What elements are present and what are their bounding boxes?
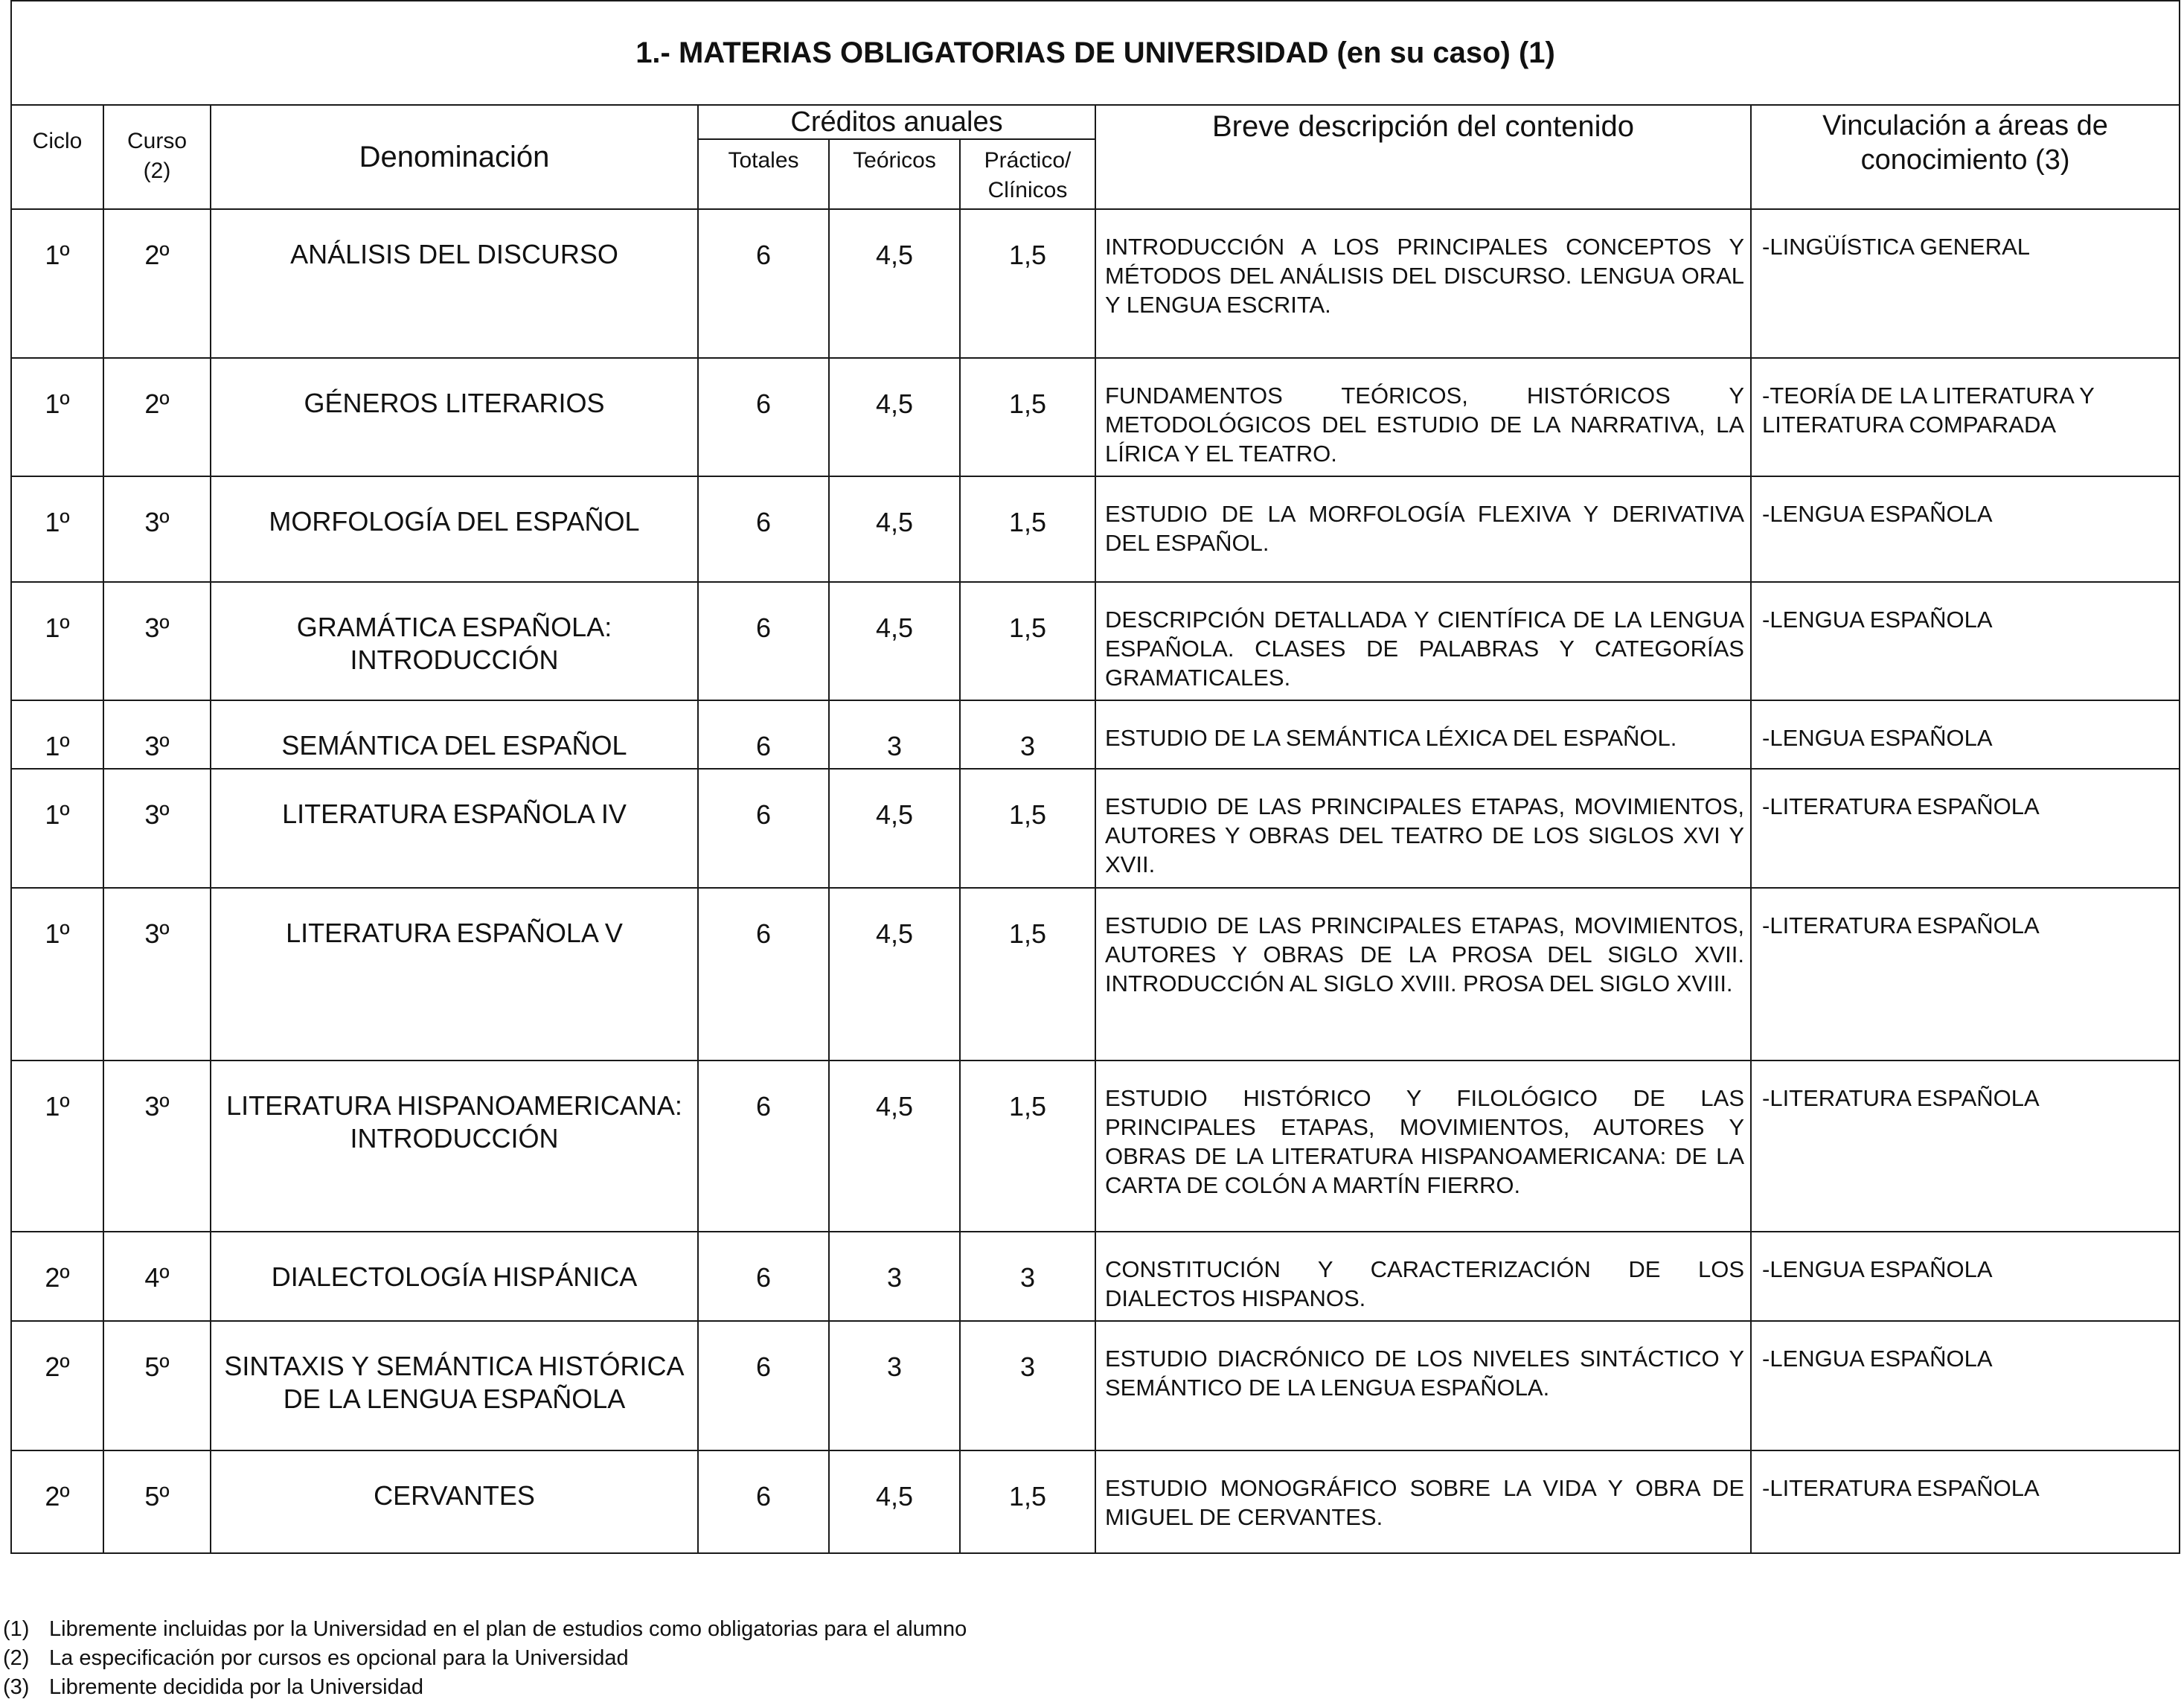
cell-totales: 6 [698, 700, 829, 769]
cell-vinculacion: -LENGUA ESPAÑOLA [1751, 1232, 2180, 1321]
cell-denominacion: DIALECTOLOGÍA HISPÁNICA [211, 1232, 698, 1321]
cell-descripcion: ESTUDIO DE LAS PRINCIPALES ETAPAS, MOVIMIENTOS, AUTORES Y OBRAS DEL TEATRO DE LOS SIGLOS XVI Y XVII. [1095, 769, 1751, 888]
cell-curso: 5º [103, 1321, 211, 1450]
cell-denominacion: MORFOLOGÍA DEL ESPAÑOL [211, 476, 698, 582]
cell-practicos: 3 [960, 700, 1095, 769]
cell-practicos: 1,5 [960, 769, 1095, 888]
table-row [11, 888, 2180, 1061]
footnote [3, 1615, 967, 1644]
header-ciclo: Ciclo [11, 105, 103, 209]
footnote-text: Libremente decidida por la Universidad [49, 1675, 423, 1699]
cell-vinculacion: -LENGUA ESPAÑOLA [1751, 476, 2180, 582]
cell-denominacion: CERVANTES [211, 1450, 698, 1553]
cell-vinculacion: -LENGUA ESPAÑOLA [1751, 700, 2180, 769]
cell-practicos: 3 [960, 1321, 1095, 1450]
cell-curso: 3º [103, 700, 211, 769]
cell-ciclo: 2º [11, 1450, 103, 1553]
table-row [11, 1321, 2180, 1450]
cell-descripcion: DESCRIPCIÓN DETALLADA Y CIENTÍFICA DE LA LENGUA ESPAÑOLA. CLASES DE PALABRAS Y CATEGORÍAS GRAMATICALES. [1095, 582, 1751, 700]
cell-descripcion: INTRODUCCIÓN A LOS PRINCIPALES CONCEPTOS Y MÉTODOS DEL ANÁLISIS DEL DISCURSO. LENGUA ORAL Y LENGUA ESCRITA. [1095, 209, 1751, 358]
cell-teoricos: 4,5 [829, 582, 960, 700]
footnote [3, 1673, 967, 1702]
cell-ciclo: 1º [11, 769, 103, 888]
table-row [11, 582, 2180, 700]
cell-vinculacion: -LENGUA ESPAÑOLA [1751, 582, 2180, 700]
cell-totales: 6 [698, 1061, 829, 1232]
cell-vinculacion: -LINGÜÍSTICA GENERAL [1751, 209, 2180, 358]
table-row [11, 358, 2180, 476]
cell-denominacion: GÉNEROS LITERARIOS [211, 358, 698, 476]
cell-teoricos: 3 [829, 1321, 960, 1450]
cell-descripcion: ESTUDIO DE LAS PRINCIPALES ETAPAS, MOVIMIENTOS, AUTORES Y OBRAS DE LA PROSA DEL SIGLO XVII. INTRODUCCIÓN AL SIGLO XVIII. PROSA DEL SIGLO XVIII. [1095, 888, 1751, 1061]
cell-practicos: 1,5 [960, 582, 1095, 700]
cell-totales: 6 [698, 1321, 829, 1450]
cell-totales: 6 [698, 769, 829, 888]
cell-practicos: 1,5 [960, 209, 1095, 358]
cell-descripcion: ESTUDIO DE LA SEMÁNTICA LÉXICA DEL ESPAÑOL. [1095, 700, 1751, 769]
cell-practicos: 1,5 [960, 1450, 1095, 1553]
cell-curso: 2º [103, 358, 211, 476]
cell-descripcion: ESTUDIO DIACRÓNICO DE LOS NIVELES SINTÁCTICO Y SEMÁNTICO DE LA LENGUA ESPAÑOLA. [1095, 1321, 1751, 1450]
cell-ciclo: 1º [11, 700, 103, 769]
cell-totales: 6 [698, 476, 829, 582]
footnote-number: (3) [3, 1675, 30, 1699]
cell-curso: 2º [103, 209, 211, 358]
cell-practicos: 1,5 [960, 1061, 1095, 1232]
header-creditos: Créditos anuales [698, 105, 1095, 139]
cell-ciclo: 1º [11, 358, 103, 476]
cell-teoricos: 3 [829, 1232, 960, 1321]
table-row [11, 1061, 2180, 1232]
document-page [10, 0, 2179, 1554]
cell-totales: 6 [698, 1232, 829, 1321]
cell-ciclo: 1º [11, 582, 103, 700]
cell-totales: 6 [698, 1450, 829, 1553]
cell-curso: 3º [103, 769, 211, 888]
table-row [11, 700, 2180, 769]
cell-vinculacion: -LITERATURA ESPAÑOLA [1751, 1450, 2180, 1553]
cell-teoricos: 4,5 [829, 888, 960, 1061]
table-row [11, 476, 2180, 582]
cell-denominacion: SEMÁNTICA DEL ESPAÑOL [211, 700, 698, 769]
table-title: 1.- MATERIAS OBLIGATORIAS DE UNIVERSIDAD (en su caso) (1) [11, 1, 2180, 105]
cell-practicos: 1,5 [960, 476, 1095, 582]
cell-descripcion: ESTUDIO HISTÓRICO Y FILOLÓGICO DE LAS PRINCIPALES ETAPAS, MOVIMIENTOS, AUTORES Y OBRAS DE LA LITERATURA HISPANOAMERICANA: DE LA CARTA DE COLÓN A MARTÍN FIERRO. [1095, 1061, 1751, 1232]
header-teoricos: Teóricos [829, 139, 960, 209]
cell-vinculacion: -LITERATURA ESPAÑOLA [1751, 1061, 2180, 1232]
cell-denominacion: LITERATURA ESPAÑOLA V [211, 888, 698, 1061]
cell-totales: 6 [698, 582, 829, 700]
cell-ciclo: 2º [11, 1321, 103, 1450]
cell-denominacion: LITERATURA ESPAÑOLA IV [211, 769, 698, 888]
footnote-number: (2) [3, 1646, 30, 1670]
cell-practicos: 1,5 [960, 358, 1095, 476]
cell-descripcion: FUNDAMENTOS TEÓRICOS, HISTÓRICOS Y METODOLÓGICOS DEL ESTUDIO DE LA NARRATIVA, LA LÍRICA Y EL TEATRO. [1095, 358, 1751, 476]
cell-descripcion: ESTUDIO DE LA MORFOLOGÍA FLEXIVA Y DERIVATIVA DEL ESPAÑOL. [1095, 476, 1751, 582]
header-curso: Curso (2) [103, 105, 211, 209]
footnote-text: La especificación por cursos es opcional para la Universidad [49, 1646, 629, 1670]
cell-descripcion: ESTUDIO MONOGRÁFICO SOBRE LA VIDA Y OBRA DE MIGUEL DE CERVANTES. [1095, 1450, 1751, 1553]
cell-denominacion: GRAMÁTICA ESPAÑOLA: INTRODUCCIÓN [211, 582, 698, 700]
cell-vinculacion: -LITERATURA ESPAÑOLA [1751, 769, 2180, 888]
cell-ciclo: 1º [11, 476, 103, 582]
cell-curso: 3º [103, 476, 211, 582]
cell-teoricos: 4,5 [829, 209, 960, 358]
cell-totales: 6 [698, 209, 829, 358]
footnote-number: (1) [3, 1617, 30, 1641]
cell-practicos: 3 [960, 1232, 1095, 1321]
cell-curso: 4º [103, 1232, 211, 1321]
cell-practicos: 1,5 [960, 888, 1095, 1061]
footnote-text: Libremente incluidas por la Universidad en el plan de estudios como obligatorias para el alumno [49, 1617, 967, 1641]
header-totales: Totales [698, 139, 829, 209]
cell-curso: 3º [103, 1061, 211, 1232]
table-row [11, 209, 2180, 358]
table-row [11, 769, 2180, 888]
cell-teoricos: 4,5 [829, 1061, 960, 1232]
cell-denominacion: LITERATURA HISPANOAMERICANA: INTRODUCCIÓN [211, 1061, 698, 1232]
cell-teoricos: 4,5 [829, 476, 960, 582]
footnotes [3, 1615, 967, 1702]
cell-curso: 3º [103, 888, 211, 1061]
cell-teoricos: 4,5 [829, 769, 960, 888]
cell-totales: 6 [698, 888, 829, 1061]
cell-teoricos: 3 [829, 700, 960, 769]
cell-descripcion: CONSTITUCIÓN Y CARACTERIZACIÓN DE LOS DIALECTOS HISPANOS. [1095, 1232, 1751, 1321]
cell-denominacion: SINTAXIS Y SEMÁNTICA HISTÓRICA DE LA LENGUA ESPAÑOLA [211, 1321, 698, 1450]
cell-vinculacion: -LENGUA ESPAÑOLA [1751, 1321, 2180, 1450]
cell-teoricos: 4,5 [829, 358, 960, 476]
cell-totales: 6 [698, 358, 829, 476]
cell-ciclo: 1º [11, 209, 103, 358]
header-practicos: Práctico/ Clínicos [960, 139, 1095, 209]
cell-ciclo: 2º [11, 1232, 103, 1321]
subjects-table [10, 0, 2180, 1554]
cell-ciclo: 1º [11, 1061, 103, 1232]
footnote [3, 1644, 967, 1673]
cell-ciclo: 1º [11, 888, 103, 1061]
header-vinculacion: Vinculación a áreas de conocimiento (3) [1751, 105, 2180, 209]
table-row [11, 1232, 2180, 1321]
table-row [11, 1450, 2180, 1553]
header-descripcion: Breve descripción del contenido [1095, 105, 1751, 209]
cell-vinculacion: -TEORÍA DE LA LITERATURA Y LITERATURA COMPARADA [1751, 358, 2180, 476]
cell-vinculacion: -LITERATURA ESPAÑOLA [1751, 888, 2180, 1061]
cell-curso: 3º [103, 582, 211, 700]
cell-denominacion: ANÁLISIS DEL DISCURSO [211, 209, 698, 358]
cell-curso: 5º [103, 1450, 211, 1553]
header-denominacion: Denominación [211, 105, 698, 209]
cell-teoricos: 4,5 [829, 1450, 960, 1553]
